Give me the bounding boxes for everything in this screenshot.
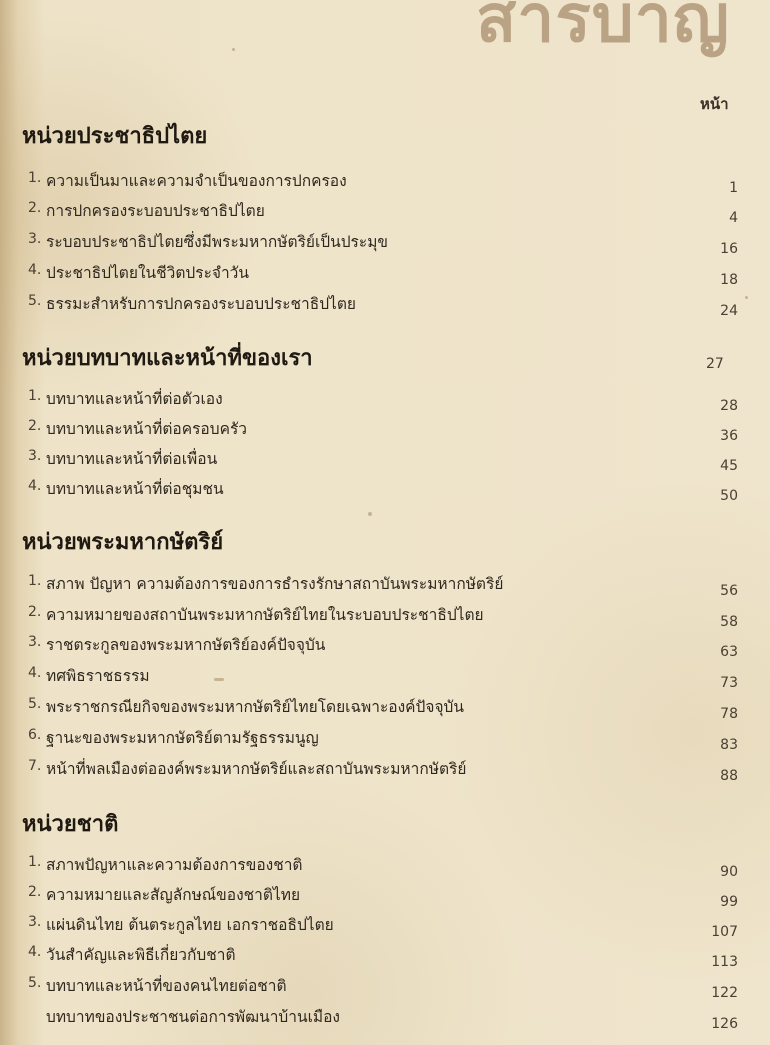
toc-entry[interactable] — [28, 1006, 738, 1036]
entry-page-number: 56 — [720, 583, 738, 599]
entry-number: 2. — [28, 604, 42, 620]
entry-number: 4. — [28, 262, 42, 278]
section-title-democracy: หน่วยประชาธิปไตย — [22, 123, 208, 149]
entry-label: ฐานะของพระมหากษัตริย์ตามรัฐธรรมนูญ — [46, 729, 319, 747]
entry-number: 4. — [28, 665, 42, 681]
entry-page-number: 83 — [720, 737, 738, 753]
toc-entry[interactable] — [28, 604, 738, 634]
entry-page-number: 36 — [720, 428, 738, 444]
toc-entry[interactable] — [28, 170, 738, 200]
entry-number: 5. — [28, 975, 42, 991]
entry-number: 3. — [28, 914, 42, 930]
entry-label: วันสำคัญและพิธีเกี่ยวกับชาติ — [46, 946, 236, 964]
entry-page-number: 24 — [720, 303, 738, 319]
entry-label: สภาพปัญหาและความต้องการของชาติ — [46, 856, 303, 874]
entry-page-number: 126 — [711, 1016, 738, 1032]
entry-page-number: 113 — [711, 954, 738, 970]
toc-entry[interactable] — [28, 758, 738, 788]
entry-label: ประชาธิปไตยในชีวิตประจำวัน — [46, 264, 249, 282]
entry-page-number: 28 — [720, 398, 738, 414]
entry-page-number: 90 — [720, 864, 738, 880]
entry-page-number: 58 — [720, 614, 738, 630]
entry-number: 3. — [28, 448, 42, 464]
entry-number: 2. — [28, 200, 42, 216]
entry-page-number: 99 — [720, 894, 738, 910]
entry-page-number: 107 — [711, 924, 738, 940]
toc-entry[interactable] — [28, 665, 738, 695]
entry-label: ทศพิธราชธรรม — [46, 667, 150, 685]
section-page-number: 27 — [706, 356, 724, 372]
entry-number: 3. — [28, 231, 42, 247]
toc-entry[interactable] — [28, 914, 738, 944]
toc-entry[interactable] — [28, 854, 738, 884]
entry-page-number: 18 — [720, 272, 738, 288]
paper-speck — [214, 678, 224, 681]
entry-label: บทบาทและหน้าที่ต่อครอบครัว — [46, 420, 247, 438]
entry-label: บทบาทของประชาชนต่อการพัฒนาบ้านเมือง — [46, 1008, 340, 1026]
entry-page-number: 63 — [720, 644, 738, 660]
toc-entry[interactable] — [28, 418, 738, 448]
toc-entry[interactable] — [28, 448, 738, 478]
toc-entry[interactable] — [28, 200, 738, 230]
toc-entry[interactable] — [28, 944, 738, 974]
entry-page-number: 78 — [720, 706, 738, 722]
entry-number: 1. — [28, 854, 42, 870]
paper-speck — [232, 48, 235, 51]
toc-entry[interactable] — [28, 573, 738, 603]
entry-number: 2. — [28, 418, 42, 434]
entry-number: 7. — [28, 758, 42, 774]
entry-page-number: 88 — [720, 768, 738, 784]
entry-label: บทบาทและหน้าที่ต่อตัวเอง — [46, 390, 223, 408]
toc-entry[interactable] — [28, 388, 738, 418]
toc-entry[interactable] — [28, 262, 738, 292]
entry-number: 1. — [28, 170, 42, 186]
toc-entry[interactable] — [28, 696, 738, 726]
entry-number: 1. — [28, 573, 42, 589]
entry-label: บทบาทและหน้าที่ต่อเพื่อน — [46, 450, 218, 468]
paper-speck — [745, 296, 748, 299]
entry-page-number: 122 — [711, 985, 738, 1001]
entry-label: สภาพ ปัญหา ความต้องการของการธำรงรักษาสถาบันพระมหากษัตริย์ — [46, 575, 504, 593]
entry-page-number: 1 — [729, 180, 738, 196]
page-column-label: หน้า — [700, 95, 729, 113]
entry-page-number: 45 — [720, 458, 738, 474]
entry-page-number: 16 — [720, 241, 738, 257]
entry-number: 2. — [28, 884, 42, 900]
toc-entry[interactable] — [28, 727, 738, 757]
toc-entry[interactable] — [28, 231, 738, 261]
entry-label: หน้าที่พลเมืองต่อองค์พระมหากษัตริย์และสถาบันพระมหากษัตริย์ — [46, 760, 467, 778]
paper-speck — [368, 512, 372, 516]
section-title-monarchy: หน่วยพระมหากษัตริย์ — [22, 529, 224, 555]
section-title-roles-duties: หน่วยบทบาทและหน้าที่ของเรา — [22, 345, 313, 371]
entry-label: บทบาทและหน้าที่ของคนไทยต่อชาติ — [46, 977, 287, 995]
entry-page-number: 73 — [720, 675, 738, 691]
entry-label: ระบอบประชาธิปไตยซึ่งมีพระมหากษัตริย์เป็นประมุข — [46, 233, 389, 251]
entry-number: 1. — [28, 388, 42, 404]
toc-entry[interactable] — [28, 884, 738, 914]
entry-number: 4. — [28, 478, 42, 494]
entry-number: 4. — [28, 944, 42, 960]
entry-page-number: 4 — [729, 210, 738, 226]
entry-number: 6. — [28, 727, 42, 743]
toc-entry[interactable] — [28, 634, 738, 664]
entry-label: ธรรมะสำหรับการปกครองระบอบประชาธิปไตย — [46, 295, 356, 313]
toc-entry[interactable] — [28, 478, 738, 508]
entry-label: ความเป็นมาและความจำเป็นของการปกครอง — [46, 172, 347, 190]
section-title-nation: หน่วยชาติ — [22, 811, 119, 837]
entry-label: พระราชกรณียกิจของพระมหากษัตริย์ไทยโดยเฉพาะองค์ปัจจุบัน — [46, 698, 464, 716]
page-title: สารบาญ — [476, 0, 730, 57]
toc-entry[interactable] — [28, 293, 738, 323]
entry-page-number: 50 — [720, 488, 738, 504]
entry-label: ราชตระกูลของพระมหากษัตริย์องค์ปัจจุบัน — [46, 636, 326, 654]
entry-number: 3. — [28, 634, 42, 650]
entry-label: ความหมายและสัญลักษณ์ของชาติไทย — [46, 886, 301, 904]
entry-number: 5. — [28, 696, 42, 712]
toc-entry[interactable] — [28, 975, 738, 1005]
entry-label: การปกครองระบอบประชาธิปไตย — [46, 202, 265, 220]
entry-label: บทบาทและหน้าที่ต่อชุมชน — [46, 480, 224, 498]
entry-number: 5. — [28, 293, 42, 309]
entry-label: ความหมายของสถาบันพระมหากษัตริย์ไทยในระบอบประชาธิปไตย — [46, 606, 484, 624]
entry-label: แผ่นดินไทย ต้นตระกูลไทย เอกราชอธิปไตย — [46, 916, 334, 934]
